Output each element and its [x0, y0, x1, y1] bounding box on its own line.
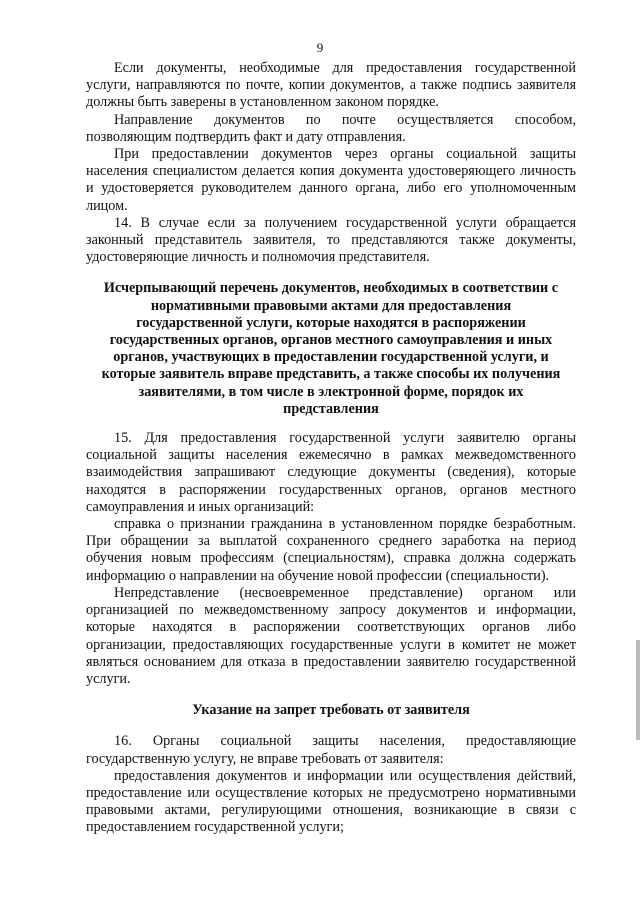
scan-edge-shadow	[636, 640, 640, 740]
page-number: 9	[316, 40, 324, 55]
paragraph-unemployment-certificate: справка о признании гражданина в установленном порядке безработным. При обращении за выплатой сохраненного среднего заработка на период обучения новым профессиям (специальностям), справка должна содержать информацию о направлении на обучение новой профессии (специальности).	[86, 516, 576, 584]
paragraph-non-submission: Непредставление (несвоевременное представление) органом или организацией по межведомственному запросу документов и информации, которые находятся в распоряжении соответствующих органов либо организации, предоставляющих государственные услуги в комитет не может являться основанием для отказа в предоставлении заявителю государственной услуги.	[86, 584, 576, 687]
paragraph-item-15: 15. Для предоставления государственной услуги заявителю органы социальной защиты населения ежемесячно в рамках межведомственного взаимодействия запрашивают следующие документы (сведения), которые находятся в распоряжении государственных органов, органов местного самоуправления и иных организаций:	[86, 430, 576, 515]
paragraph-item-14: 14. В случае если за получением государственной услуги обращается законный представитель заявителя, то представляются также документы, удостоверяющие личность и полномочия представителя.	[86, 214, 576, 266]
paragraph-item-16: 16. Органы социальной защиты населения, предоставляющие государственную услугу, не вправе требовать от заявителя:	[86, 733, 576, 767]
section-heading-prohibition: Указание на запрет требовать от заявителя	[192, 702, 470, 719]
paragraph-social-protection-copy: При предоставлении документов через органы социальной защиты населения специалистом делается копия документа удостоверяющего личность и удостоверяется руководителем данного органа, либо его уполномоченным лицом.	[86, 146, 576, 214]
paragraph-documents-by-mail: Если документы, необходимые для предоставления государственной услуги, направляются по почте, копии документов, а также подпись заявителя должны быть заверены в установленном законом порядке.	[86, 60, 576, 111]
paragraph-mail-delivery: Направление документов по почте осуществляется способом, позволяющим подтвердить факт и дату отправления.	[86, 111, 576, 145]
document-body	[86, 60, 576, 837]
section-heading-documents-list: Исчерпывающий перечень документов, необходимых в соответствии с нормативными правовыми актами для предоставления государственной услуги, которые находятся в распоряжении государственных органов, органов местного самоуправления и иных органов, участвующих в предоставлении государственной услуги, и которые заявитель вправе представить, а также способы их получения заявителями, в том числе в электронной форме, порядок их представления	[101, 280, 561, 417]
paragraph-prohibited-requests: предоставления документов и информации или осуществления действий, предоставление или осуществление которых не предусмотрено нормативными правовыми актами, регулирующими отношения, возникающие в связи с предоставлением государственной услуги;	[86, 767, 576, 836]
